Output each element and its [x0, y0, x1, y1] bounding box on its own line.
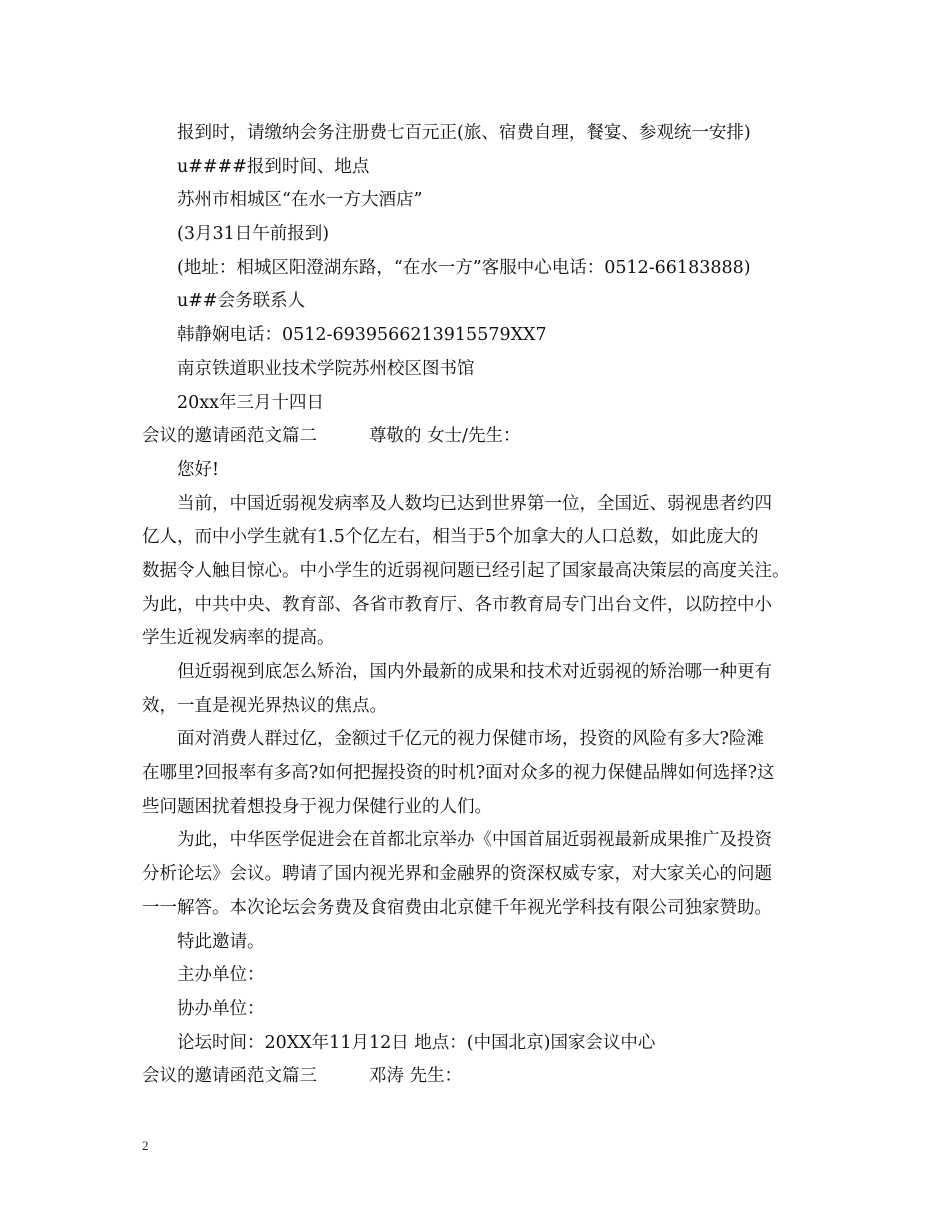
paragraph-line: 亿人，而中小学生就有1.5个亿左右，相当于5个加拿大的人口总数，如此庞大的 — [142, 527, 759, 548]
paragraph-line: 效，一直是视光界热议的焦点。 — [142, 695, 387, 716]
paragraph-line: (地址：相城区阳澄湖东路，“在水一方”客服中心电话：0512-66183888) — [177, 257, 751, 278]
paragraph-line: 您好! — [177, 459, 220, 480]
paragraph-line: 些问题困扰着想投身于视力保健行业的人们。 — [142, 796, 492, 817]
paragraph-line: (3月31日午前报到) — [177, 224, 330, 245]
paragraph-line: 特此邀请。 — [177, 931, 265, 952]
salutation: 尊敬的 女士/先生： — [369, 426, 521, 447]
page-number: 2 — [142, 1138, 149, 1153]
paragraph-line: 面对消费人群过亿，金额过千亿元的视力保健市场，投资的风险有多大?险滩 — [177, 729, 764, 750]
section-heading-three — [142, 1060, 832, 1094]
paragraph-line: 学生近视发病率的提高。 — [142, 628, 335, 649]
paragraph-line: 为此，中华医学促进会在首都北京举办《中国首届近弱视最新成果推广及投资 — [177, 830, 772, 851]
salutation: 邓涛 先生： — [369, 1066, 463, 1087]
section-title: 会议的邀请函范文篇二 — [142, 426, 317, 447]
paragraph-line: 协办单位： — [177, 998, 265, 1019]
paragraph-line: 主办单位： — [177, 965, 265, 986]
paragraph-line: 报到时，请缴纳会务注册费七百元正(旅、宿费自理，餐宴、参观统一安排) — [177, 123, 751, 143]
section-heading-two — [142, 420, 832, 454]
paragraph-line: 但近弱视到底怎么矫治，国内外最新的成果和技术对近弱视的矫治哪一种更有 — [177, 662, 772, 682]
paragraph-line: 韩静娴电话：0512-6939566213915579XX7 — [177, 325, 547, 346]
paragraph-line: 南京铁道职业技术学院苏州校区图书馆 — [177, 358, 475, 379]
paragraph-line: 为此，中共中央、教育部、各省市教育厅、各市教育局专门出台文件，以防控中小 — [142, 594, 772, 615]
paragraph-line: 苏州市相城区“在水一方大酒店” — [177, 190, 423, 211]
paragraph-line: u##会务联系人 — [177, 291, 306, 312]
section-title: 会议的邀请函范文篇三 — [142, 1066, 317, 1087]
paragraph-line: u####报到时间、地点 — [177, 156, 370, 177]
document-body — [142, 117, 832, 1094]
paragraph-line: 在哪里?回报率有多高?如何把握投资的时机?面对众多的视力保健品牌如何选择?这 — [142, 763, 775, 784]
paragraph-line: 数据令人触目惊心。中小学生的近弱视问题已经引起了国家最高决策层的高度关注。 — [142, 560, 790, 581]
paragraph-line: 论坛时间：20XX年11月12日 地点：(中国北京)国家会议中心 — [177, 1032, 656, 1053]
paragraph-line: 20xx年三月十四日 — [177, 392, 325, 413]
paragraph-line: 分析论坛》会议。聘请了国内视光界和金融界的资深权威专家，对大家关心的问题 — [142, 864, 772, 885]
paragraph-line: 当前，中国近弱视发病率及人数均已达到世界第一位，全国近、弱视患者约四 — [177, 493, 772, 514]
paragraph-line: 一一解答。本次论坛会务费及食宿费由北京健千年视光学科技有限公司独家赞助。 — [142, 897, 772, 918]
